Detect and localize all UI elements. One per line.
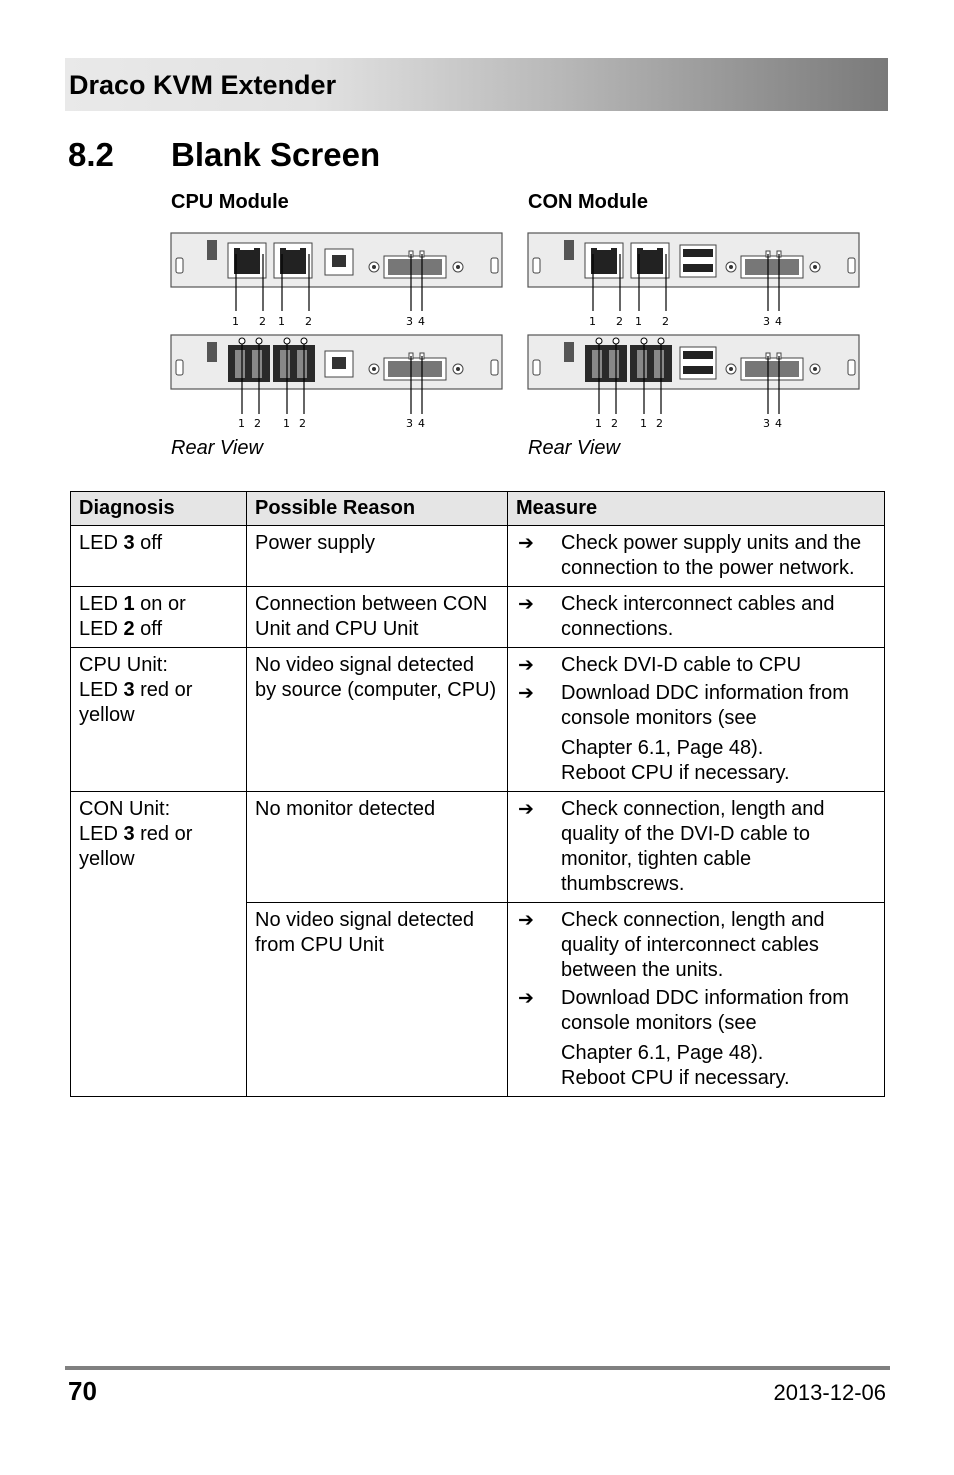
con-top-led-4-label: 4 — [775, 315, 782, 328]
measure-item — [516, 653, 876, 678]
con-top-led-3-label: 3 — [763, 315, 770, 328]
arrow-right-icon: ➔ — [518, 909, 534, 931]
diagnosis-text: off — [134, 618, 163, 640]
cpu-module-label: CPU Module — [171, 191, 289, 213]
con-bottom-led-3-label: 3 — [763, 417, 770, 430]
reason-cell: Power supply — [247, 526, 508, 587]
footer-date: 2013-12-06 — [773, 1380, 886, 1405]
cpu-bottom-led-3-label: 3 — [406, 417, 413, 430]
cpu-top-led-2b-label: 2 — [305, 315, 312, 328]
con-top-led-2b-label: 2 — [662, 315, 669, 328]
cpu-bottom-led-2-label: 2 — [254, 417, 261, 430]
footer-rule — [65, 1366, 890, 1370]
col-header-reason: Possible Reason — [247, 492, 508, 526]
cpu-fiber-port-2 — [273, 345, 315, 382]
cpu-top-led-1-label: 1 — [232, 315, 239, 328]
diagnosis-cell — [71, 526, 247, 587]
measure-continuation — [516, 736, 876, 786]
measure-cell — [508, 648, 885, 792]
section-number: 8.2 — [68, 136, 114, 173]
section-title — [68, 136, 380, 174]
measure-text: Download DDC information from console monitors (see — [561, 682, 849, 729]
diagnosis-text: off — [134, 532, 163, 554]
con-bottom-led-4-label: 4 — [775, 417, 782, 430]
measure-continuation — [516, 1041, 876, 1091]
col-header-diagnosis: Diagnosis — [71, 492, 247, 526]
con-module-label: CON Module — [528, 191, 648, 213]
cpu-top-led-3-label: 3 — [406, 315, 413, 328]
header-bar — [65, 58, 888, 111]
cpu-top-led-2-label: 2 — [259, 315, 266, 328]
measure-text: Check DVI-D cable to CPU — [561, 654, 802, 676]
cpu-top-led-1b-label: 1 — [278, 315, 285, 328]
table-row — [71, 587, 885, 648]
cpu-module-diagram — [170, 232, 504, 432]
continuation-line: Chapter 6.1, Page 48). — [561, 1042, 764, 1064]
measure-text: Check interconnect cables and connections. — [561, 593, 835, 640]
led-number: 1 — [123, 593, 135, 615]
measure-item — [516, 908, 876, 983]
con-bottom-led-1b-label: 1 — [640, 417, 647, 430]
measure-item — [516, 681, 876, 731]
cpu-bottom-led-1-label: 1 — [238, 417, 245, 430]
diagnosis-unit: CON Unit: — [79, 798, 171, 820]
diagnosis-text: LED — [79, 679, 124, 701]
diagnosis-text: LED — [79, 593, 124, 615]
led-number: 3 — [123, 532, 135, 554]
led-number: 2 — [123, 618, 135, 640]
reason-cell: No video signal detected from CPU Unit — [247, 903, 508, 1097]
table-header-row — [71, 492, 885, 526]
page-number: 70 — [68, 1376, 97, 1406]
measure-text: Check connection, length and quality of interconnect cables between the units. — [561, 909, 825, 981]
con-module-diagram — [527, 232, 861, 432]
cpu-bottom-led-1b-label: 1 — [283, 417, 290, 430]
con-top-led-2-label: 2 — [616, 315, 623, 328]
con-bottom-led-2-label: 2 — [611, 417, 618, 430]
diagnosis-text: LED — [79, 532, 124, 554]
diagnosis-text: red or yellow — [79, 823, 193, 870]
con-top-led-1b-label: 1 — [635, 315, 642, 328]
measure-text: Download DDC information from console monitors (see — [561, 987, 849, 1034]
measure-cell — [508, 587, 885, 648]
continuation-line: Reboot CPU if necessary. — [561, 762, 790, 784]
reason-cell: Connection between CON Unit and CPU Unit — [247, 587, 508, 648]
con-rear-view-caption: Rear View — [528, 437, 620, 459]
cpu-bottom-led-4-label: 4 — [418, 417, 425, 430]
con-fiber-port-1 — [585, 345, 627, 382]
con-top-led-1-label: 1 — [589, 315, 596, 328]
led-number: 3 — [123, 679, 135, 701]
measure-cell — [508, 792, 885, 903]
diagnosis-text: red or yellow — [79, 679, 193, 726]
cpu-bottom-led-2b-label: 2 — [299, 417, 306, 430]
arrow-right-icon: ➔ — [518, 654, 534, 676]
measure-cell — [508, 903, 885, 1097]
col-header-measure: Measure — [508, 492, 885, 526]
measure-item — [516, 797, 876, 897]
con-bottom-led-1-label: 1 — [595, 417, 602, 430]
diagnosis-text: LED — [79, 823, 124, 845]
arrow-right-icon: ➔ — [518, 682, 534, 704]
reason-cell: No monitor detected — [247, 792, 508, 903]
measure-item — [516, 986, 876, 1036]
diagnosis-text: LED — [79, 618, 124, 640]
led-number: 3 — [123, 823, 135, 845]
arrow-right-icon: ➔ — [518, 593, 534, 615]
header-title: Draco KVM Extender — [69, 70, 337, 100]
diagnosis-cell — [71, 792, 247, 1097]
diagnosis-cell — [71, 587, 247, 648]
diagnosis-cell — [71, 648, 247, 792]
arrow-right-icon: ➔ — [518, 798, 534, 820]
arrow-right-icon: ➔ — [518, 987, 534, 1009]
measure-item — [516, 592, 876, 642]
table-row — [71, 648, 885, 792]
continuation-line: Chapter 6.1, Page 48). — [561, 737, 764, 759]
cpu-fiber-port-1 — [228, 345, 270, 382]
measure-cell — [508, 526, 885, 587]
table-row — [71, 526, 885, 587]
diagnosis-unit: CPU Unit: — [79, 654, 168, 676]
con-bottom-led-2b-label: 2 — [656, 417, 663, 430]
diagnosis-table — [70, 491, 885, 1097]
table-row — [71, 792, 885, 903]
continuation-line: Reboot CPU if necessary. — [561, 1067, 790, 1089]
reason-cell: No video signal detected by source (computer, CPU) — [247, 648, 508, 792]
con-fiber-port-2 — [630, 345, 672, 382]
section-heading: Blank Screen — [171, 136, 381, 173]
measure-item — [516, 531, 876, 581]
arrow-right-icon: ➔ — [518, 532, 534, 554]
diagnosis-text: on or — [134, 593, 186, 615]
measure-text: Check power supply units and the connection to the power network. — [561, 532, 862, 579]
measure-text: Check connection, length and quality of the DVI-D cable to monitor, tighten cable thumbscrews. — [561, 798, 825, 895]
cpu-rear-view-caption: Rear View — [171, 437, 263, 459]
cpu-top-led-4-label: 4 — [418, 315, 425, 328]
